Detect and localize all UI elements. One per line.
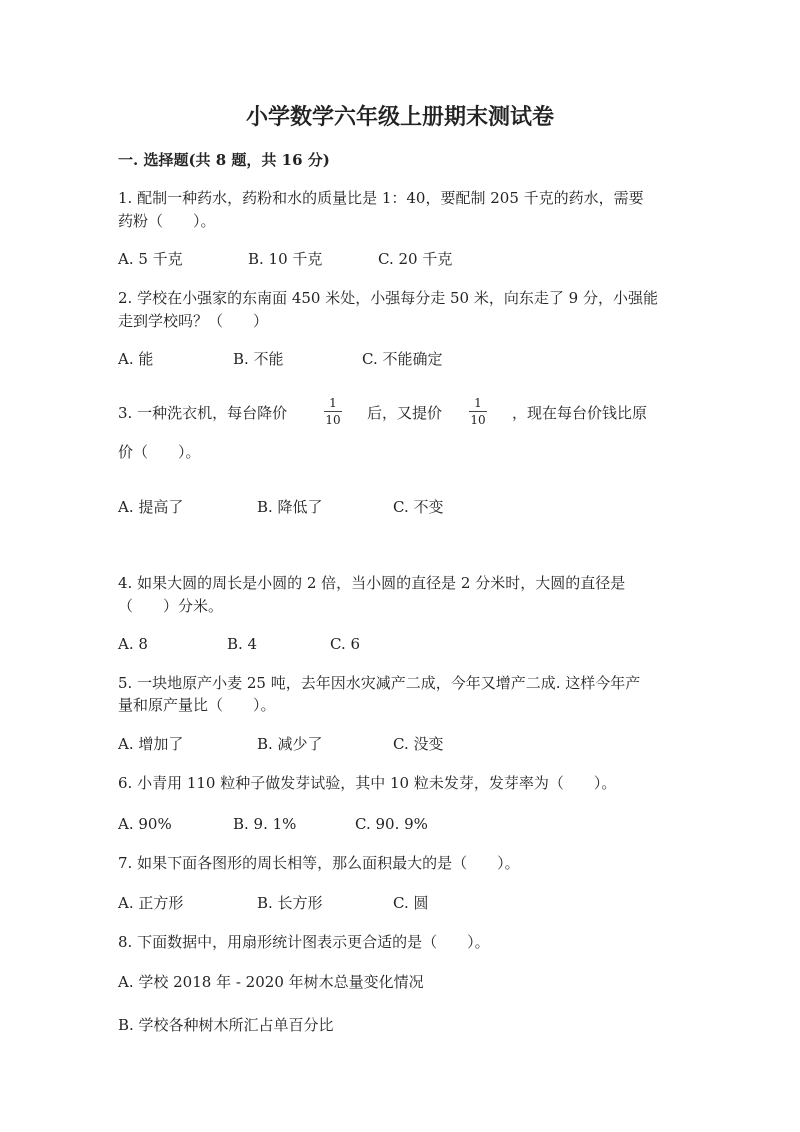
question-2-text-line2: 走到学校吗？（ ） [118, 312, 269, 330]
question-5-option-b: B. 减少了 [257, 735, 323, 753]
fraction-bar [324, 411, 342, 412]
question-1-option-c: C. 20 千克 [378, 250, 453, 268]
question-2-option-c: C. 不能确定 [362, 350, 443, 368]
question-6-option-a: A. 90% [118, 815, 172, 833]
question-8-option-a: A. 学校 2018 年 - 2020 年树木总量变化情况 [118, 973, 424, 991]
question-4-text-line2: （ ）分米。 [118, 597, 224, 615]
question-6-text-line1: 6. 小青用 110 粒种子做发芽试验，其中 10 粒未发芽，发芽率为（ ）。 [118, 774, 617, 792]
question-7-option-c: C. 圆 [393, 894, 429, 912]
question-6-option-c: C. 90. 9% [355, 815, 428, 833]
question-3-option-a: A. 提高了 [118, 498, 184, 516]
question-5-text-line1: 5. 一块地原产小麦 25 吨，去年因水灾减产二成，今年又增产二成. 这样今年产 [118, 674, 641, 692]
question-1-text-line2: 药粉（ ）。 [118, 212, 216, 230]
question-4-option-c: C. 6 [330, 635, 361, 653]
question-1-option-a: A. 5 千克 [118, 250, 183, 268]
question-7-text-line1: 7. 如果下面各图形的周长相等，那么面积最大的是（ ）。 [118, 854, 520, 872]
question-2-option-a: A. 能 [118, 350, 154, 368]
fraction-one-tenth [322, 396, 344, 427]
question-8-option-b: B. 学校各种树木所汇占单百分比 [118, 1016, 334, 1034]
question-5-option-a: A. 增加了 [118, 735, 184, 753]
question-2-text-line1: 2. 学校在小强家的东南面 450 米处，小强每分走 50 米，向东走了 9 分，小强能 [118, 289, 658, 307]
question-8-text-line1: 8. 下面数据中，用扇形统计图表示更合适的是（ ）。 [118, 933, 490, 951]
question-5-option-c: C. 没变 [393, 735, 444, 753]
question-7-option-a: A. 正方形 [118, 894, 184, 912]
question-3-text-part1: 3. 一种洗衣机，每台降价 [118, 404, 288, 422]
question-7-option-b: B. 长方形 [257, 894, 323, 912]
question-1-option-b: B. 10 千克 [248, 250, 323, 268]
fraction-numerator: 1 [329, 396, 337, 410]
question-4-text-line1: 4. 如果大圆的周长是小圆的 2 倍，当小圆的直径是 2 分米时，大圆的直径是 [118, 574, 626, 592]
question-3-option-b: B. 降低了 [257, 498, 323, 516]
fraction-denominator: 10 [325, 413, 341, 427]
page-title: 小学数学六年级上册期末测试卷 [245, 104, 554, 130]
question-3-text-line2: 价（ ）。 [118, 443, 201, 461]
question-6-option-b: B. 9. 1% [233, 815, 297, 833]
question-4-option-a: A. 8 [118, 635, 148, 653]
fraction-one-tenth [467, 396, 489, 427]
question-1-text-line1: 1. 配制一种药水，药粉和水的质量比是 1：40，要配制 205 千克的药水，需要 [118, 189, 644, 207]
section-heading: 一. 选择题(共 8 题，共 16 分) [118, 151, 330, 169]
question-5-text-line2: 量和原产量比（ ）。 [118, 696, 276, 714]
question-3-text-part3: ，现在每台价钱比原 [512, 404, 648, 422]
fraction-bar [469, 411, 487, 412]
question-3-option-c: C. 不变 [393, 498, 444, 516]
question-2-option-b: B. 不能 [233, 350, 284, 368]
question-4-option-b: B. 4 [227, 635, 258, 653]
fraction-numerator: 1 [474, 396, 482, 410]
question-3-text-part2: 后，又提价 [367, 404, 443, 422]
fraction-denominator: 10 [470, 413, 486, 427]
